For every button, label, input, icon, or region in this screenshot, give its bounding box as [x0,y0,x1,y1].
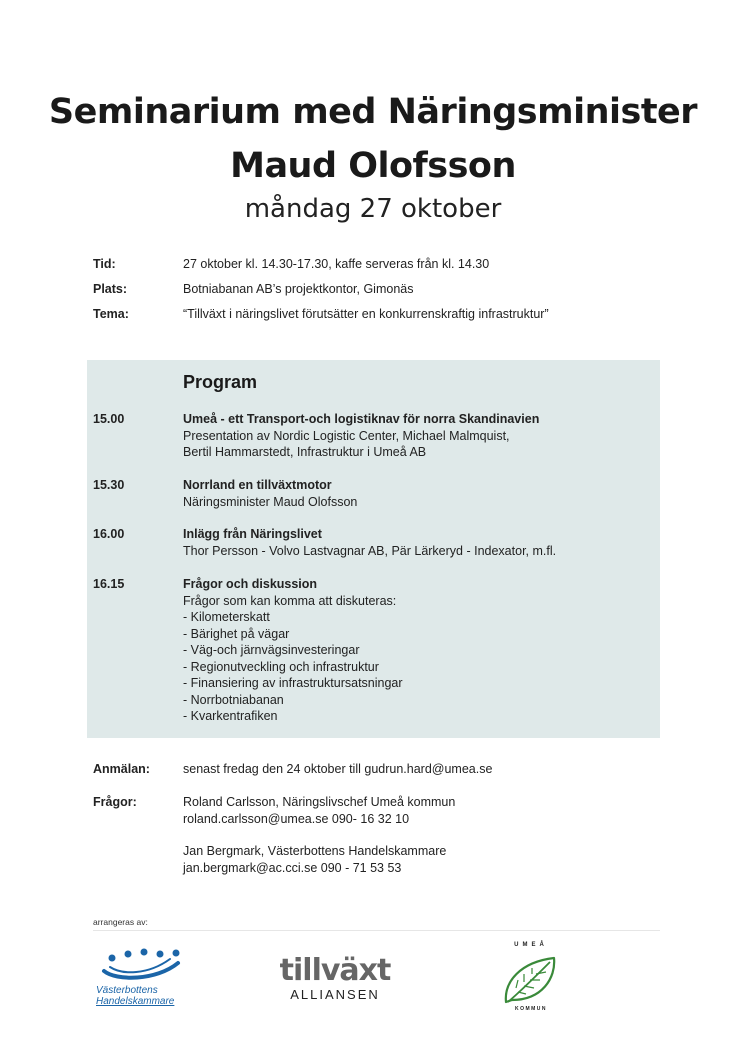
contact-name: Jan Bergmark, Västerbottens Handelskammare [183,844,447,858]
info-label: Plats: [93,282,128,296]
info-value: “Tillväxt i näringslivet förutsätter en konkurrenskraftig infrastruktur” [183,307,549,321]
program-line: - Norrbotniabanan [183,692,284,707]
program-line: Bertil Hammarstedt, Infrastruktur i Umeå AB [183,445,427,459]
vasterbotten-logo-line1: Västerbottens [96,985,158,996]
program-time: 16.15 [93,577,125,591]
program-title: Norrland en tillväxtmotor [183,478,332,492]
page-title-line2: Maud Olofsson [230,146,516,186]
footer-divider [93,930,660,931]
registration-value: senast fredag den 24 oktober till gudrun.hard@umea.se [183,762,493,776]
vasterbotten-logo-line2: Handelskammare [96,996,175,1007]
program-time: 16.00 [93,527,125,541]
vasterbotten-wave-icon [96,945,196,985]
vasterbotten-logo [96,945,196,1015]
program-title: Inlägg från Näringslivet [183,527,322,541]
program-time: 15.30 [93,478,125,492]
program-time: 15.00 [93,412,125,426]
tillvaxt-logo-sub: ALLIANSEN [290,987,380,1002]
birch-leaf-icon [498,952,564,1008]
tillvaxt-logo [270,955,400,1015]
event-date: måndag 27 oktober [244,194,502,224]
arranged-by-label: arrangeras av: [93,917,148,927]
info-label: Tid: [93,257,116,271]
program-line: Thor Persson - Volvo Lastvagnar AB, Pär Lärkeryd - Indexator, m.fl. [183,543,557,558]
umea-logo-top: UMEÅ [514,942,548,948]
program-title: Frågor och diskussion [183,577,318,591]
info-label: Tema: [93,307,129,321]
program-line: Näringsminister Maud Olofsson [183,494,358,509]
umea-logo-bottom: KOMMUN [514,1006,548,1012]
tillvaxt-logo-main: tillväxt [279,953,391,988]
program-line: - Regionutveckling och infrastruktur [183,659,379,674]
program-line: - Kilometerskatt [183,610,270,624]
program-line: Presentation av Nordic Logistic Center, Michael Malmquist, [183,428,510,443]
contact-email-link[interactable]: jan.bergmark@ac.cci.se 090 - 71 53 53 [183,860,402,875]
program-line: - Väg-och järnvägsinvesteringar [183,643,360,657]
contact-email-link[interactable]: roland.carlsson@umea.se 090- 16 32 10 [183,811,410,826]
program-line: - Bärighet på vägar [183,626,290,641]
questions-label: Frågor: [93,795,137,809]
umea-kommun-logo [498,942,564,1016]
program-line: - Kvarkentrafiken [183,709,278,723]
contact-name: Roland Carlsson, Näringslivschef Umeå kommun [183,795,456,809]
program-line: Frågor som kan komma att diskuteras: [183,593,397,608]
program-title: Umeå - ett Transport-och logistiknav för norra Skandinavien [183,412,540,426]
program-heading: Program [183,372,258,392]
registration-label: Anmälan: [93,762,150,776]
info-value: Botniabanan AB’s projektkontor, Gimonäs [183,282,414,296]
program-line: - Finansiering av infrastruktursatsningar [183,676,403,690]
page-title-line1: Seminarium med Näringsminister [48,92,698,132]
info-value: 27 oktober kl. 14.30-17.30, kaffe serveras från kl. 14.30 [183,257,490,271]
